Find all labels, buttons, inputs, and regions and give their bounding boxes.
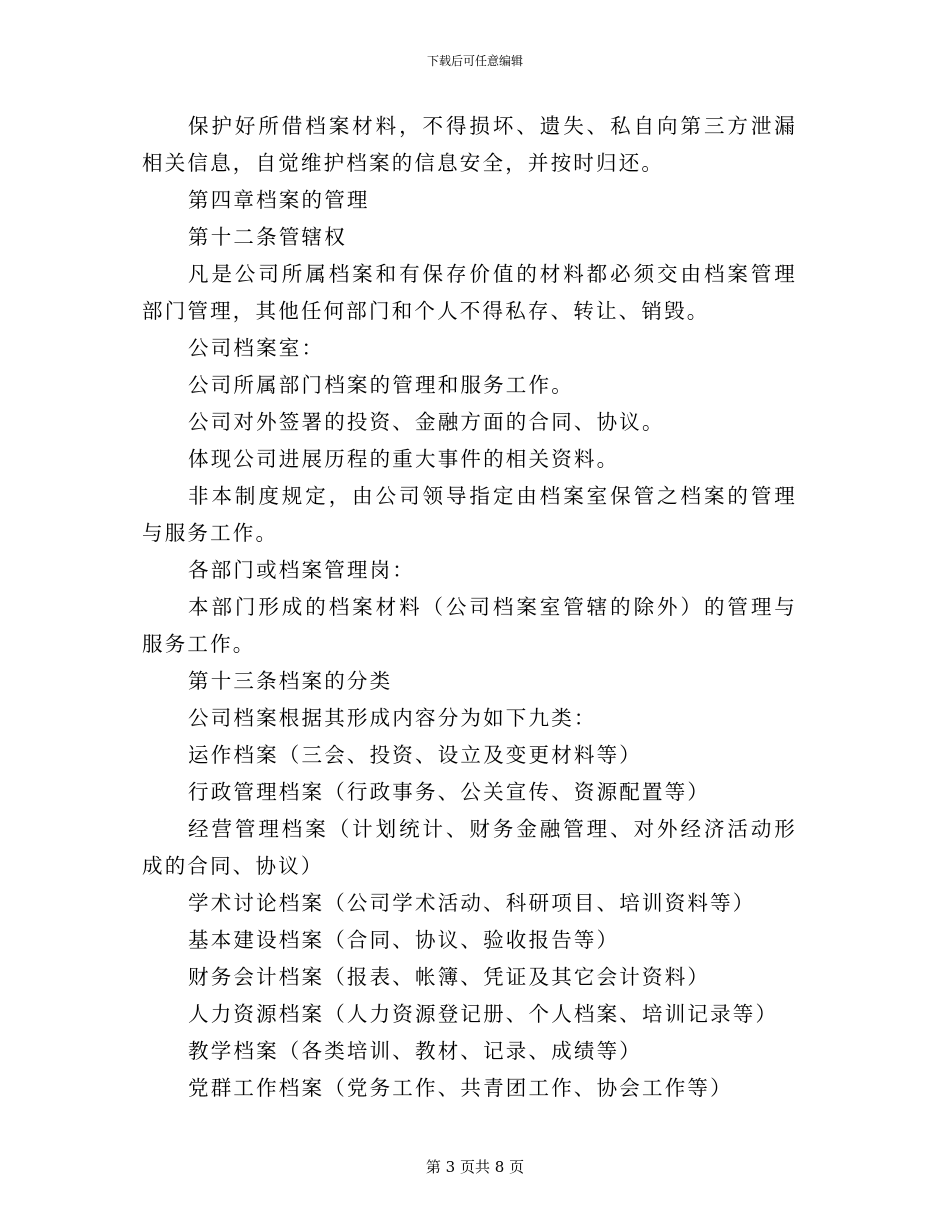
paragraph: 各部门或档案管理岗： (188, 558, 415, 582)
list-item: 行政管理档案（行政事务、公关宣传、资源配置等） (188, 780, 711, 804)
chapter-heading: 第四章档案的管理 (188, 188, 370, 212)
paragraph: 公司所属部门档案的管理和服务工作。 (188, 373, 574, 397)
list-item: 财务会计档案（报表、帐簿、凭证及其它会计资料） (188, 965, 711, 989)
list-item: 基本建设档案（合同、协议、验收报告等） (188, 928, 620, 952)
paragraph: 公司档案室： (188, 336, 325, 360)
list-item: 经营管理档案（计划统计、财务金融管理、对外经济活动形成的合同、协议） (142, 817, 797, 878)
paragraph: 凡是公司所属档案和有保存价值的材料都必须交由档案管理部门管理，其他任何部门和个人不得私存、转让、销毁。 (142, 262, 797, 323)
list-item: 人力资源档案（人力资源登记册、个人档案、培训记录等） (188, 1002, 779, 1026)
paragraph: 非本制度规定，由公司领导指定由档案室保管之档案的管理与服务工作。 (142, 484, 797, 545)
paragraph: 公司档案根据其形成内容分为如下九类： (188, 706, 597, 730)
paragraph: 体现公司进展历程的重大事件的相关资料。 (188, 447, 620, 471)
page-footer: 第 3 页共 8 页 (425, 1158, 525, 1176)
paragraph: 公司对外签署的投资、金融方面的合同、协议。 (188, 410, 665, 434)
article-heading: 第十二条管辖权 (188, 225, 347, 249)
list-item: 学术讨论档案（公司学术活动、科研项目、培训资料等） (188, 891, 756, 915)
paragraph: 本部门形成的档案材料（公司档案室管辖的除外）的管理与服务工作。 (142, 595, 797, 656)
article-heading: 第十三条档案的分类 (188, 669, 393, 693)
list-item: 教学档案（各类培训、教材、记录、成绩等） (188, 1039, 642, 1063)
paragraph: 保护好所借档案材料，不得损坏、遗失、私自向第三方泄漏相关信息，自觉维护档案的信息安全，并按时归还。 (142, 114, 797, 175)
list-item: 党群工作档案（党务工作、共青团工作、协会工作等） (188, 1076, 733, 1100)
page-header: 下载后可任意编辑 (426, 54, 523, 68)
document-body (142, 108, 797, 1107)
list-item: 运作档案（三会、投资、设立及变更材料等） (188, 743, 642, 767)
